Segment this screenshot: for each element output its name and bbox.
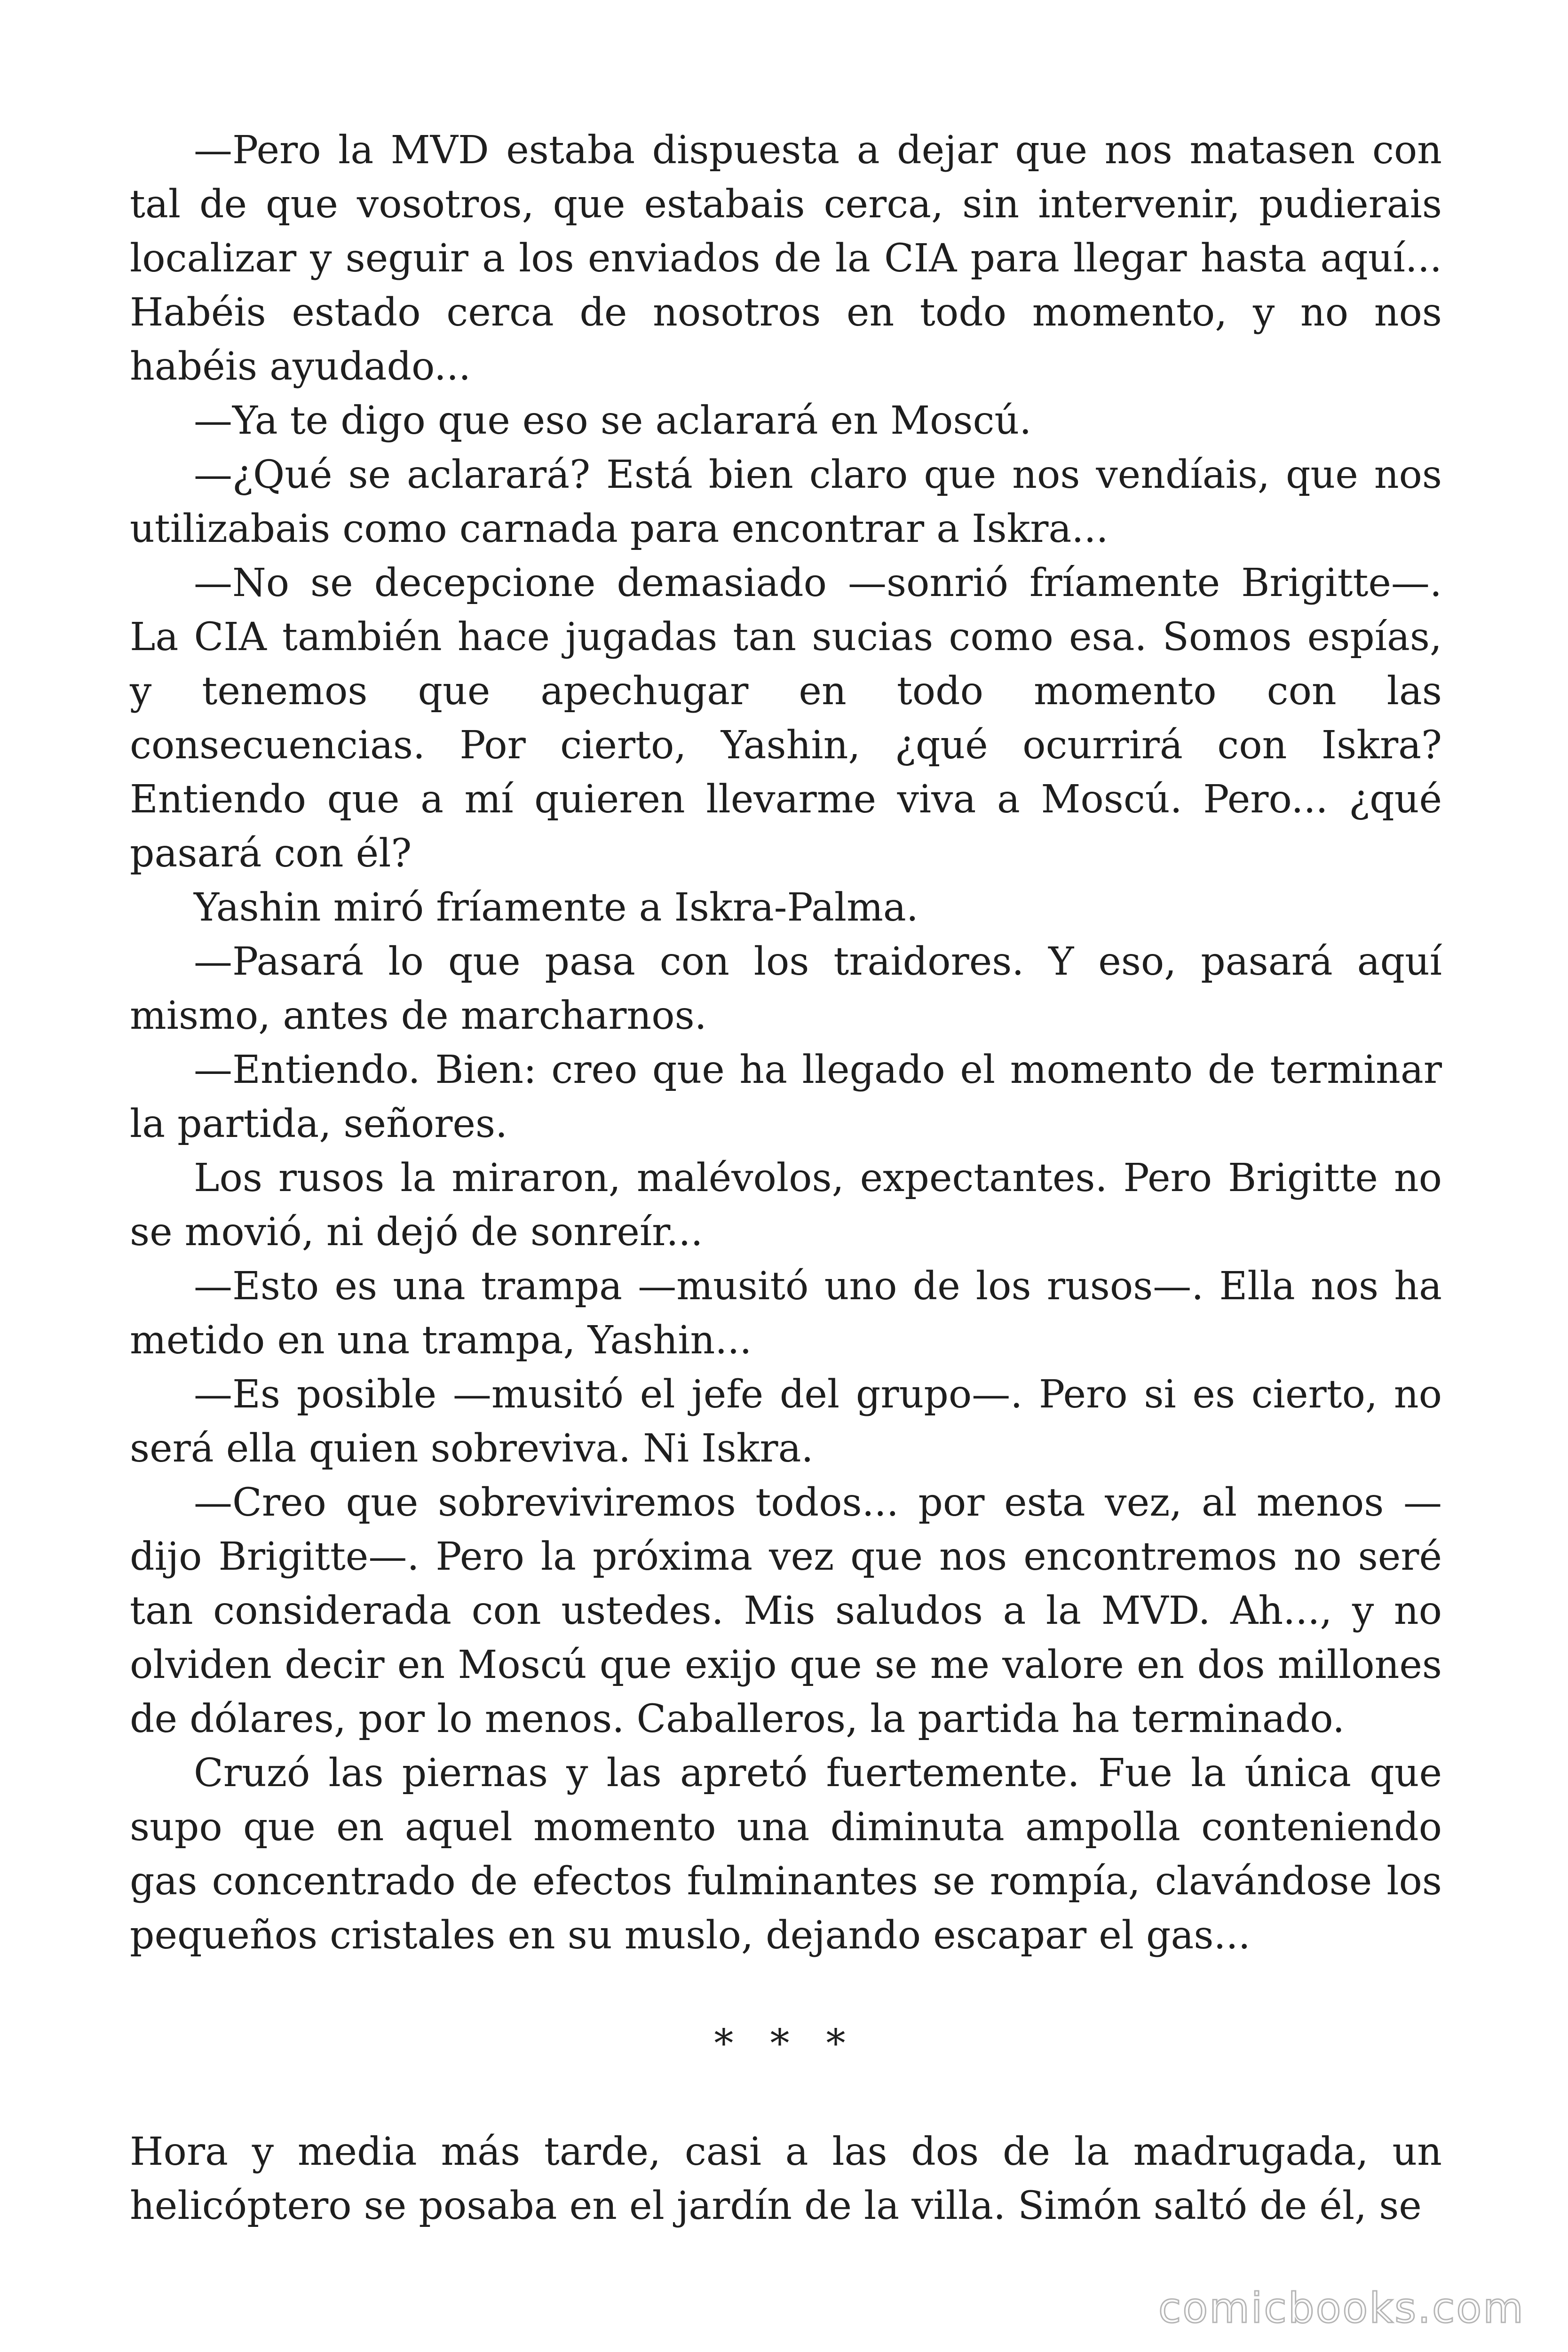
paragraph-after-separator: Hora y media más tarde, casi a las dos de la madrugada, un helicóptero se posaba en el jardín de la villa. Simón saltó de él, se <box>130 2130 1442 2228</box>
paragraph: —No se decepcione demasiado —sonrió fríamente Brigitte—. La CIA también hace jugadas tan sucias como esa. Somos espías, y tenemos que apechugar en todo momento con las consecuencias. Por cierto, Yashin, ¿qué ocurrirá con Iskra? Entiendo que a mí quieren llevarme viva a Moscú. Pero... ¿qué pasará con él? <box>130 561 1442 876</box>
page-body <box>130 123 1442 2233</box>
watermark-logo: comicbooks.com <box>1158 2284 1525 2332</box>
paragraph: —¿Qué se aclarará? Está bien claro que nos vendíais, que nos utilizabais como carnada para encontrar a Iskra... <box>130 453 1442 551</box>
paragraph: —Pero la MVD estaba dispuesta a dejar que nos matasen con tal de que vosotros, que estabais cerca, sin intervenir, pudierais localizar y seguir a los enviados de la CIA para llegar hasta aquí... Habéis estado cerca de nosotros en todo momento, y no nos habéis ayudado... <box>130 128 1442 389</box>
paragraph: Yashin miró fríamente a Iskra-Palma. <box>194 885 919 930</box>
paragraph: —Es posible —musitó el jefe del grupo—. Pero si es cierto, no será ella quien sobreviva. Ni Iskra. <box>130 1372 1442 1471</box>
paragraph: Los rusos la miraron, malévolos, expectantes. Pero Brigitte no se movió, ni dejó de sonreír... <box>130 1156 1442 1255</box>
paragraph: —Creo que sobreviviremos todos... por esta vez, al menos —dijo Brigitte—. Pero la próxima vez que nos encontremos no seré tan considerada con ustedes. Mis saludos a la MVD. Ah..., y no olviden decir en Moscú que exijo que se me valore en dos millones de dólares, por lo menos. Caballeros, la partida ha terminado. <box>130 1480 1442 1741</box>
paragraph: —Entiendo. Bien: creo que ha llegado el momento de terminar la partida, señores. <box>130 1048 1442 1146</box>
paragraph: —Esto es una trampa —musitó uno de los rusos—. Ella nos ha metido en una trampa, Yashin... <box>130 1264 1442 1363</box>
section-separator: * * * <box>714 2021 858 2066</box>
paragraph: —Ya te digo que eso se aclarará en Moscú. <box>194 398 1032 443</box>
paragraph: —Pasará lo que pasa con los traidores. Y eso, pasará aquí mismo, antes de marcharnos. <box>130 939 1442 1038</box>
paragraph: Cruzó las piernas y las apretó fuertemente. Fue la única que supo que en aquel momento una diminuta ampolla conteniendo gas concentrado de efectos fulminantes se rompía, clavándose los pequeños cristales en su muslo, dejando escapar el gas... <box>130 1751 1442 1958</box>
